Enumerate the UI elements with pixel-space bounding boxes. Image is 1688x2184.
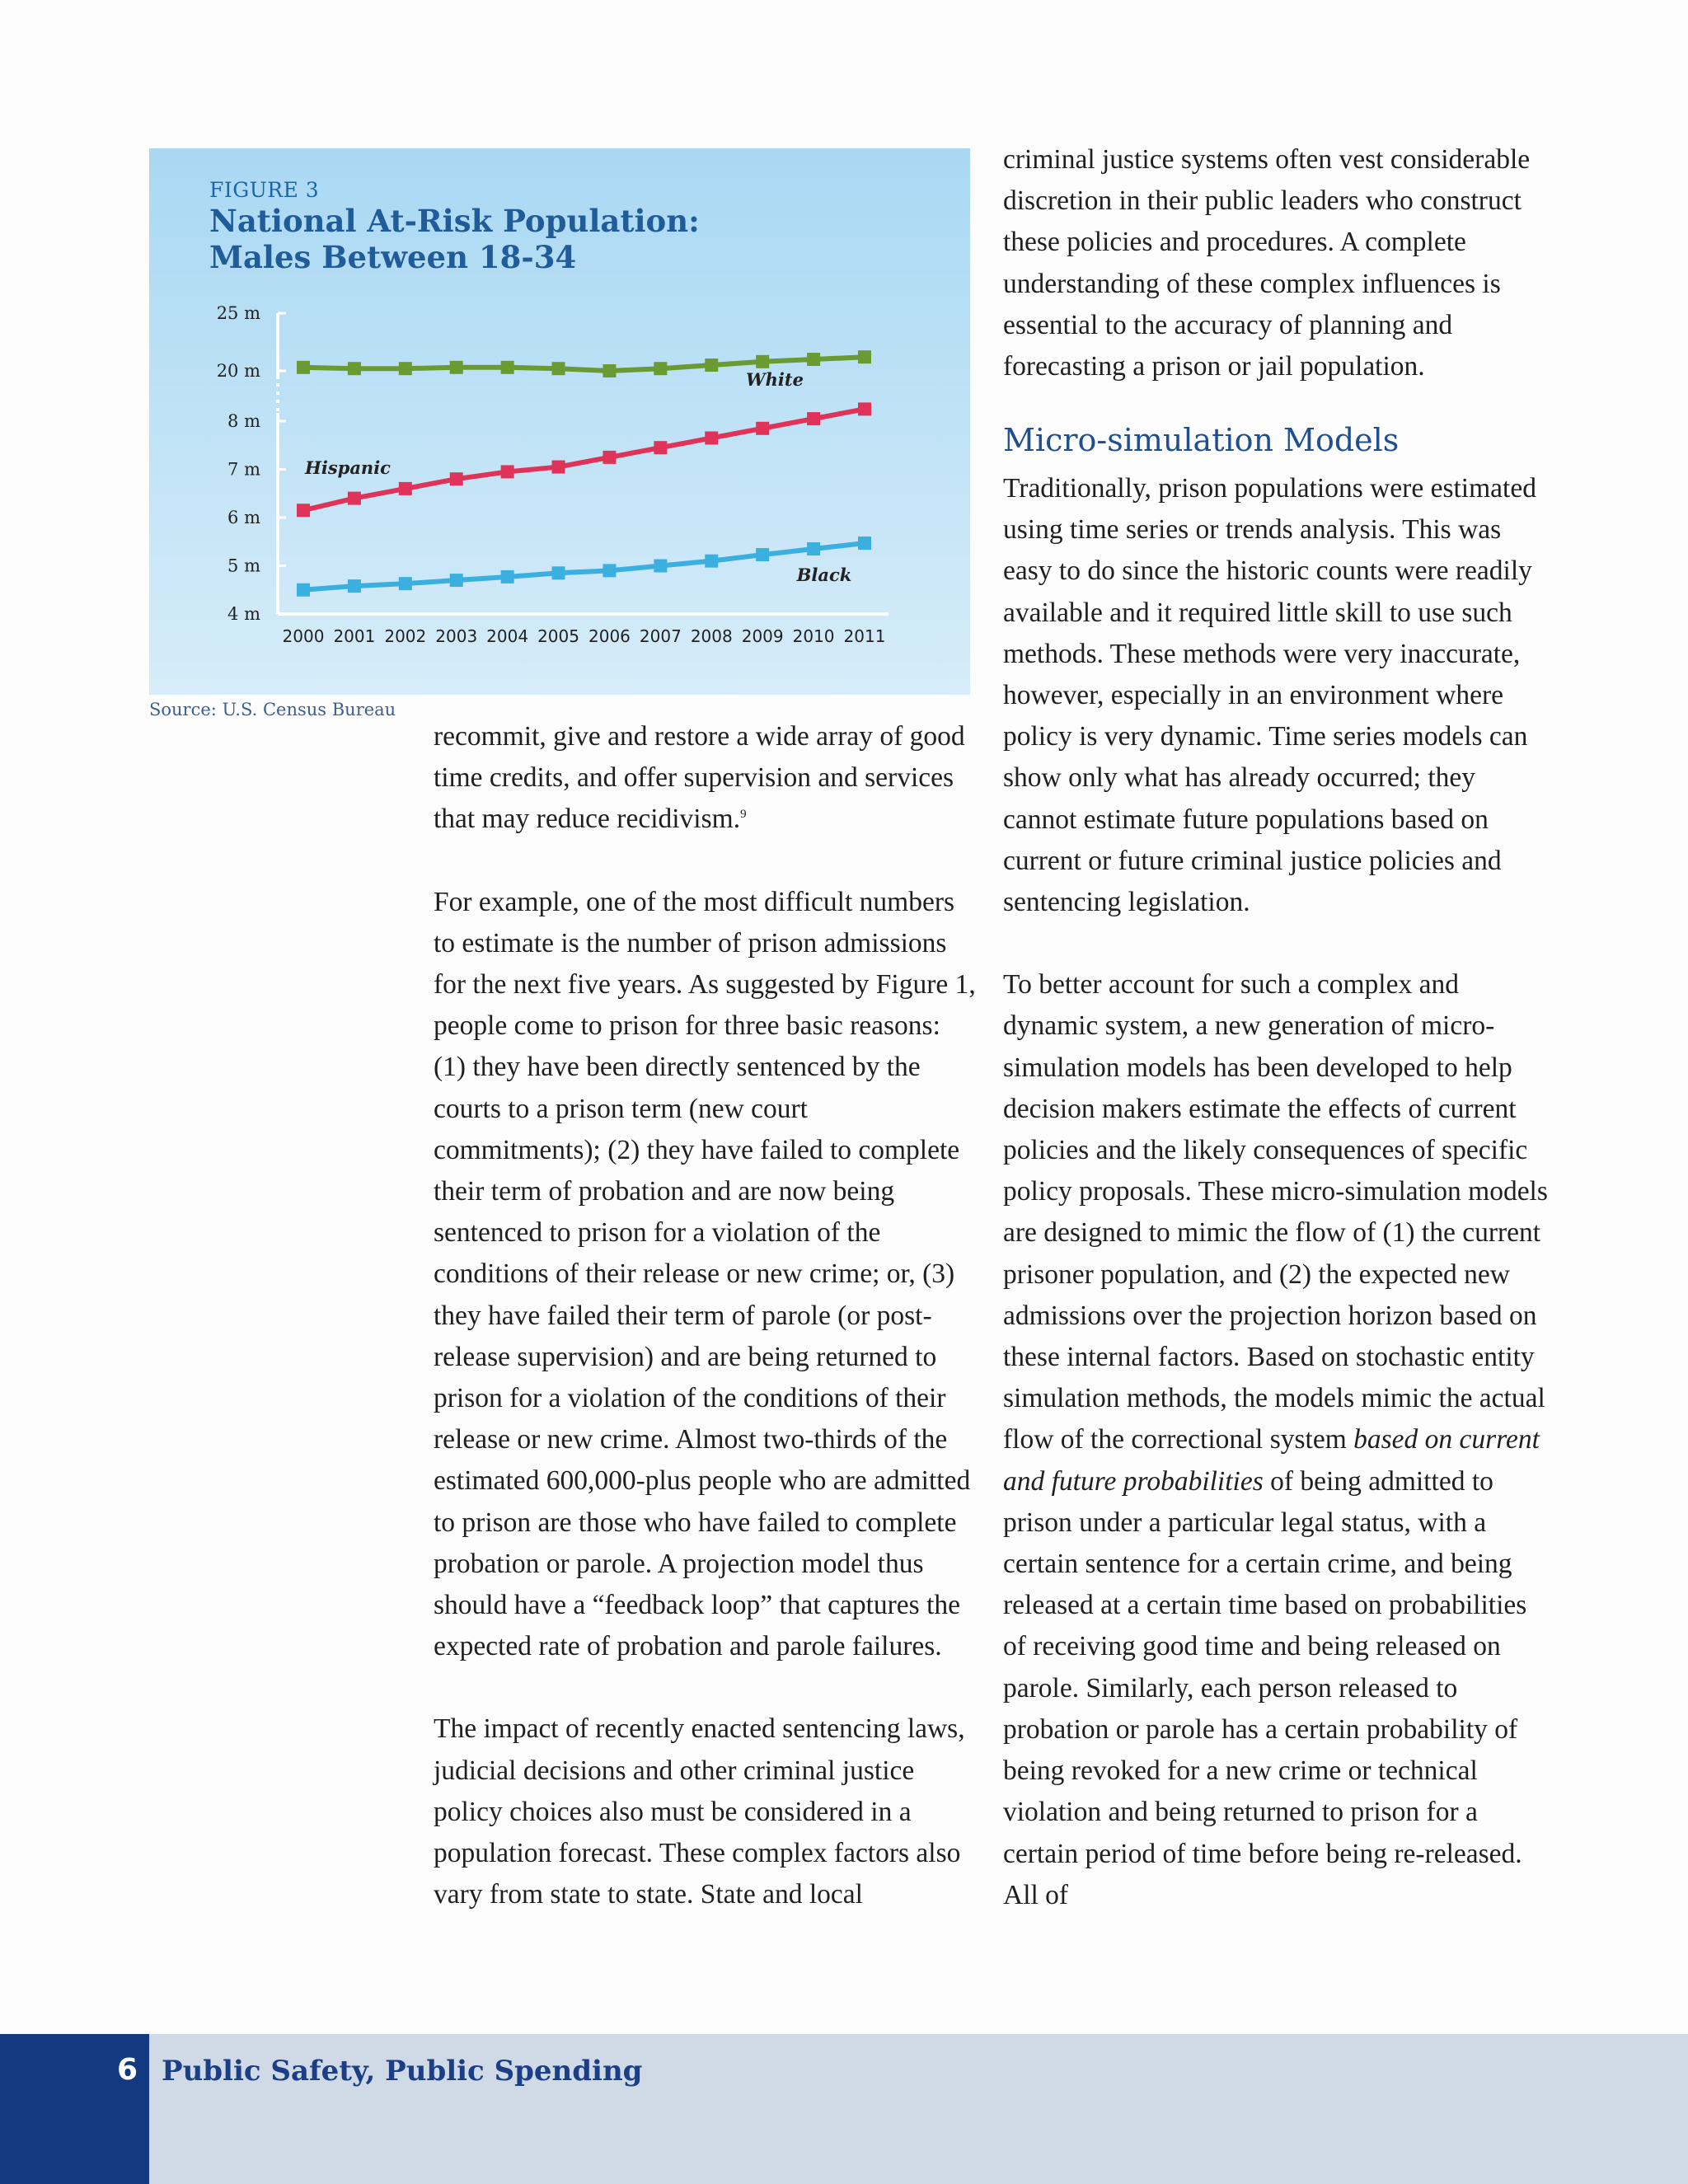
x-tick-label: 2003: [435, 626, 478, 646]
data-point: [705, 359, 718, 372]
y-tick-label: 8 m: [227, 411, 260, 431]
data-point: [807, 412, 820, 425]
data-point: [399, 362, 412, 375]
data-point: [705, 431, 718, 444]
data-point: [297, 583, 310, 597]
data-point: [399, 482, 412, 495]
right-column: [1003, 468, 1551, 1916]
paragraph-text: of being admitted to prison under a particular legal status, with a certain sentence for a certain crime, and being released at a certain time based on probabilities of receiving good time and being released on parole. Similarly, each person released to probation or parole has a certain probability of being revoked for a new crime or technical violation and being returned to prison for a certain period of time before being re-released. All of: [1003, 1465, 1527, 1910]
y-tick-label: 6 m: [227, 508, 260, 527]
x-tick-label: 2011: [843, 626, 886, 646]
x-tick-label: 2001: [333, 626, 376, 646]
data-point: [552, 461, 565, 474]
paragraph: Traditionally, prison populations were estimated using time series or trends analysis. This was easy to do since the historic counts were readily available and it required little skill to use such methods. These methods were very inaccurate, however, especially in an environment where policy is very dynamic. Time series models can show only what has already occurred; they cannot estimate future populations based on current or future criminal justice policies and sentencing legislation.: [1003, 473, 1536, 918]
data-point: [501, 465, 514, 478]
series-line-black: [303, 543, 865, 590]
data-point: [756, 422, 769, 435]
data-point: [552, 566, 565, 579]
x-tick-label: 2000: [282, 626, 325, 646]
data-point: [756, 355, 769, 368]
data-point: [552, 362, 565, 375]
y-tick-label: 20 m: [216, 361, 260, 381]
figure-label: FIGURE 3: [209, 178, 320, 202]
data-point: [297, 504, 310, 517]
data-point: [348, 492, 361, 505]
x-tick-label: 2005: [537, 626, 579, 646]
emphasis-text: based on current and future probabilities: [1003, 1424, 1540, 1497]
data-point: [603, 451, 616, 464]
data-point: [348, 579, 361, 593]
x-tick-label: 2010: [792, 626, 835, 646]
paragraph-text: To better account for such a complex and dynamic system, a new generation of micro-simulation models has been developed to help decision makers estimate the effects of current policies and the likely consequences of specific policy proposals. These micro-simulation models are designed to mimic the flow of (1) the current prisoner population, and (2) the expected new admissions over the projection horizon based on these internal factors. Based on stochastic entity simulation methods, the models mimic the actual flow of the correctional system: [1003, 969, 1548, 1455]
figure-source: Source: U.S. Census Bureau: [149, 700, 396, 719]
section-heading: Micro-simulation Models: [1003, 422, 1400, 458]
data-point: [450, 472, 463, 485]
paragraph: For example, one of the most difficult numbers to estimate is the number of prison admissions for the next five years. As suggested by Figure 1, people come to prison for three basic reasons: (1) they have been directly sentenced by the courts to a prison term (new court commitments); (2) they have failed to complete their term of probation and are now being sentenced to prison for a violation of the conditions of their release or new crime; or, (3) they have failed their term of parole (or post-release supervision) and are being returned to prison for a violation of the conditions of their release or new crime. Almost two-thirds of the estimated 600,000-plus people who are admitted to prison are those who have failed to complete probation or parole. A projection model thus should have a “feedback loop” that captures the expected rate of probation and parole failures.: [434, 886, 976, 1662]
y-tick-label: 5 m: [227, 555, 260, 576]
x-tick-label: 2006: [588, 626, 631, 646]
running-title: Public Safety, Public Spending: [162, 2055, 643, 2088]
data-point: [858, 537, 871, 550]
data-point: [654, 362, 667, 375]
series-label-hispanic: Hispanic: [305, 457, 391, 478]
data-point: [858, 350, 871, 363]
series-label-black: Black: [796, 565, 852, 585]
data-point: [756, 548, 769, 561]
data-point: [501, 570, 514, 583]
paragraph: The impact of recently enacted sentencing laws, judicial decisions and other criminal justice policy choices also must be considered in a population forecast. These complex factors also vary from state to state. State and local: [434, 1713, 965, 1910]
y-tick-label: 7 m: [227, 459, 260, 480]
data-point: [450, 361, 463, 374]
figure-title-line-2: Males Between 18-34: [209, 239, 577, 275]
data-point: [399, 577, 412, 590]
figure-title-line-1: National At-Risk Population:: [209, 203, 700, 239]
left-column: [434, 716, 978, 1915]
page-number: 6: [116, 2053, 138, 2087]
data-point: [654, 560, 667, 573]
x-tick-label: 2008: [690, 626, 733, 646]
data-point: [603, 564, 616, 577]
x-tick-label: 2002: [384, 626, 427, 646]
paragraph: [1003, 964, 1551, 1916]
data-point: [603, 364, 616, 377]
y-tick-label: 4 m: [227, 604, 260, 624]
y-tick-label: 25 m: [216, 303, 260, 323]
paragraph: [434, 716, 978, 841]
data-point: [654, 441, 667, 454]
data-point: [348, 362, 361, 375]
data-point: [807, 353, 820, 366]
x-tick-label: 2004: [486, 626, 529, 646]
right-column-intro: [1003, 139, 1547, 387]
paragraph: criminal justice systems often vest considerable discretion in their public leaders who construct these policies and procedures. A complete understanding of these complex influences is essential to the accuracy of planning and forecasting a prison or jail population.: [1003, 144, 1531, 382]
series-label-white: White: [746, 369, 804, 390]
data-point: [450, 574, 463, 587]
data-point: [858, 402, 871, 415]
data-point: [501, 361, 514, 374]
data-point: [705, 555, 718, 568]
footnote-marker: 9: [740, 808, 747, 822]
x-tick-label: 2009: [741, 626, 784, 646]
data-point: [297, 361, 310, 374]
x-tick-label: 2007: [639, 626, 682, 646]
data-point: [807, 542, 820, 555]
paragraph-text: recommit, give and restore a wide array of good time credits, and offer supervision and services that may reduce recidivism.: [434, 721, 965, 835]
